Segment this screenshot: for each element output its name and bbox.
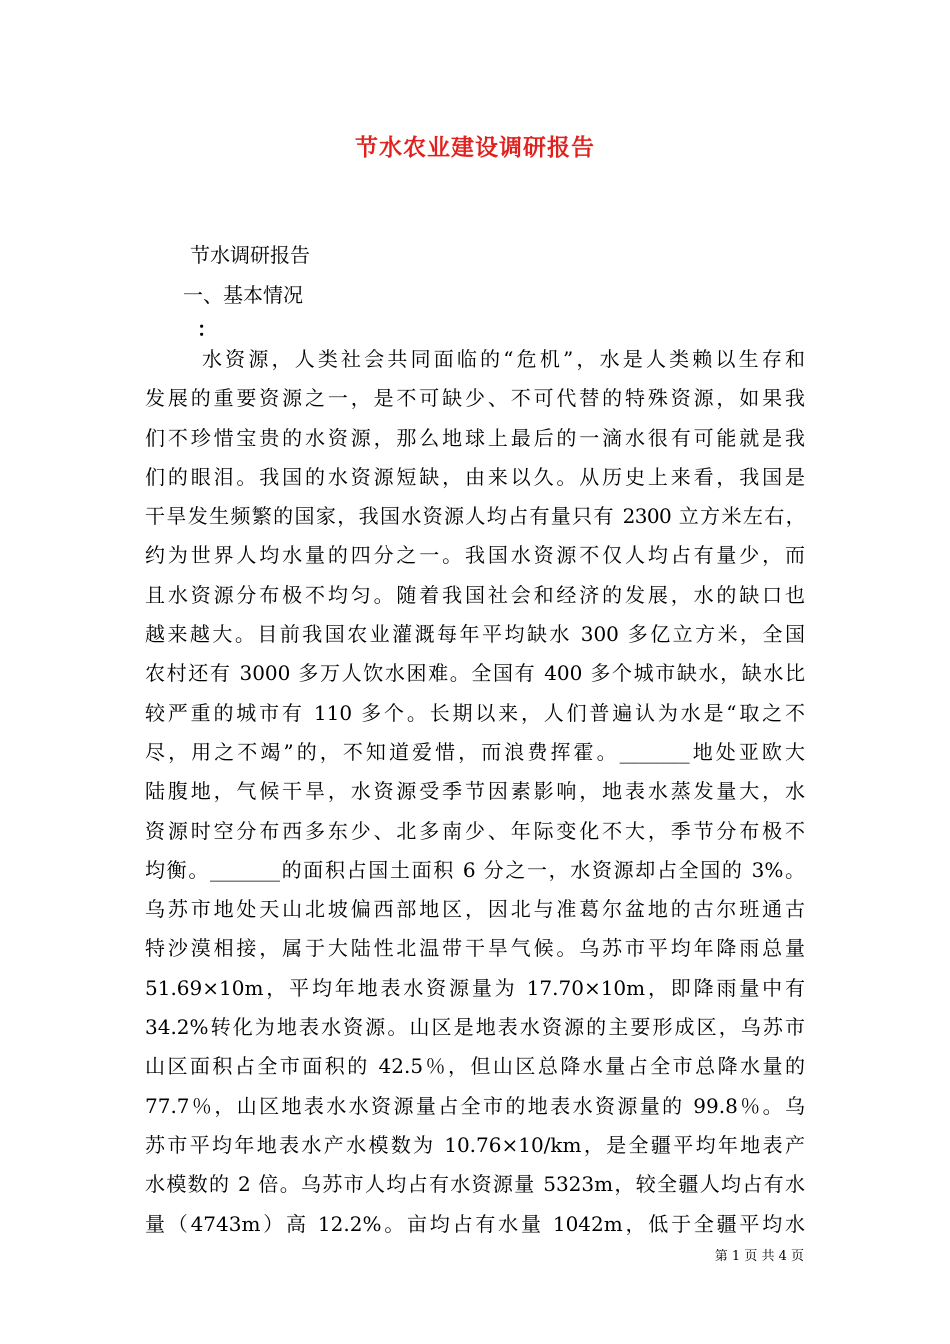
body-line: 77.7％，山区地表水水资源量占全市的地表水资源量的 99.8％。乌	[145, 1093, 805, 1118]
body-line: 资源时空分布西多东少、北多南少、年际变化不大，季节分布极不	[145, 818, 805, 843]
report-subtitle: 节水调研报告	[190, 243, 310, 267]
body-line: 干旱发生频繁的国家，我国水资源人均占有量只有 2300 立方米左右，	[145, 504, 805, 529]
body-line: 们不珍惜宝贵的水资源，那么地球上最后的一滴水很有可能就是我	[145, 425, 805, 450]
body-line: 51.69×10m，平均年地表水资源量为 17.70×10m，即降雨量中有	[145, 975, 805, 1000]
body-line: 约为世界人均水量的四分之一。我国水资源不仅人均占有量少，而	[145, 543, 805, 568]
body-line: 陆腹地，气候干旱，水资源受季节因素影响，地表水蒸发量大，水	[145, 779, 805, 804]
body-line: 农村还有 3000 多万人饮水困难。全国有 400 多个城市缺水，缺水比	[145, 661, 805, 686]
document-title: 节水农业建设调研报告	[355, 134, 595, 161]
section-heading: 一、基本情况	[183, 283, 303, 307]
body-line: 乌苏市地处天山北坡偏西部地区，因北与准葛尔盆地的古尔班通古	[145, 897, 805, 922]
body-line: 且水资源分布极不均匀。随着我国社会和经济的发展，水的缺口也	[145, 582, 805, 607]
body-line: 较严重的城市有 110 多个。长期以来，人们普遍认为水是“取之不	[145, 700, 805, 725]
body-line: 尽，用之不竭”的，不知道爱惜，而浪费挥霍。_______地处亚欧大	[145, 739, 805, 764]
body-line: 山区面积占全市面积的 42.5％，但山区总降水量占全市总降水量的	[145, 1054, 805, 1079]
body-line: 越来越大。目前我国农业灌溉每年平均缺水 300 多亿立方米，全国	[145, 622, 805, 647]
body-line: 特沙漠相接，属于大陆性北温带干旱气候。乌苏市平均年降雨总量	[145, 936, 805, 961]
body-line: 水资源，人类社会共同面临的“危机”，水是人类赖以生存和	[202, 347, 805, 371]
body-paragraph	[145, 340, 805, 1244]
body-line: 发展的重要资源之一，是不可缺少、不可代替的特殊资源，如果我	[145, 386, 805, 411]
page-number: 第 1 页 共 4 页	[714, 1249, 804, 1264]
body-line: 们的眼泪。我国的水资源短缺，由来以久。从历史上来看，我国是	[145, 464, 805, 489]
body-line: 34.2%转化为地表水资源。山区是地表水资源的主要形成区，乌苏市	[145, 1015, 805, 1040]
body-line: 量（4743m）高 12.2%。亩均占有水量 1042m，低于全疆平均水	[145, 1211, 805, 1236]
body-line: 水模数的 2 倍。乌苏市人均占有水资源量 5323m，较全疆人均占有水	[145, 1172, 805, 1197]
colon-mark: ：	[197, 317, 217, 341]
body-line: 均衡。_______的面积占国土面积 6 分之一，水资源却占全国的 3%。	[145, 857, 805, 882]
body-line: 苏市平均年地表水产水模数为 10.76×10/km，是全疆平均年地表产	[145, 1132, 805, 1157]
